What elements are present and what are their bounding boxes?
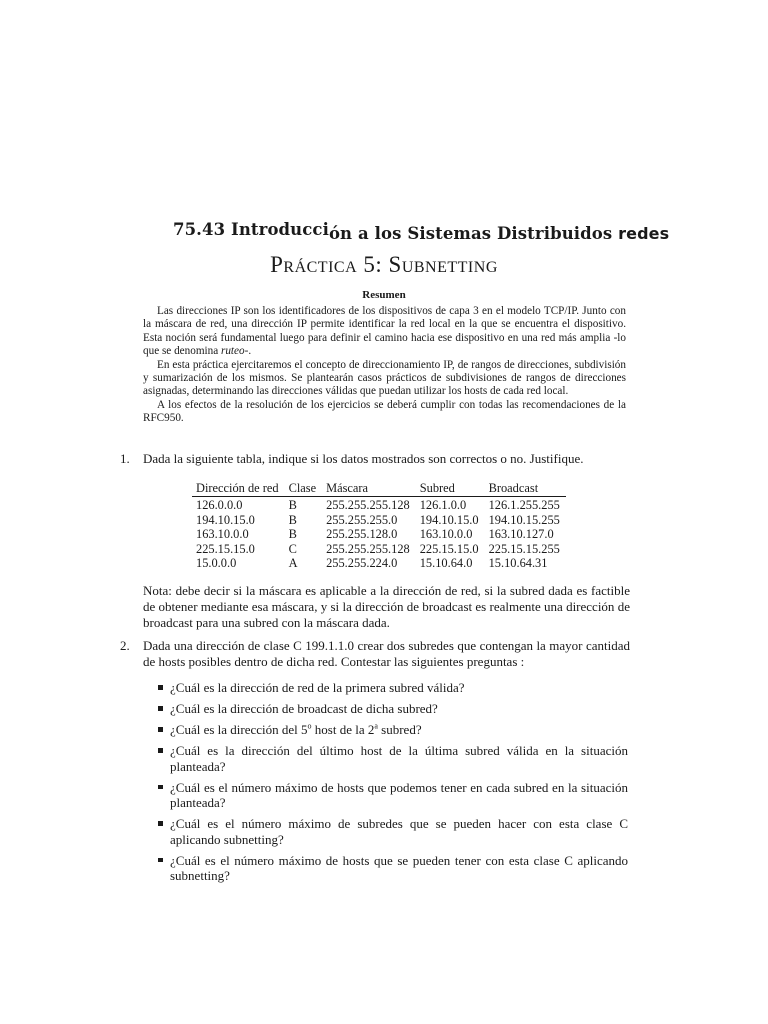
bullet-icon [158,748,163,753]
table-cell: 15.10.64.0 [419,556,473,571]
table-cell: B [288,512,297,527]
bullet-icon [158,706,163,711]
list-item: ¿Cuál es la dirección del último host de la última subred válida en la situación planteada? [158,743,628,774]
table-cell: 255.255.128.0 [326,527,398,542]
abstract-paragraph-3: A los efectos de la resolución de los ejercicios se deberá cumplir con todas las recomendaciones de la RFC950. [143,398,626,425]
list-item: ¿Cuál es el número máximo de hosts que se pueden tener con esta clase C aplicando subnetting? [158,853,628,884]
table-cell: B [288,527,297,542]
list-item: ¿Cuál es el número máximo de hosts que podemos tener en cada subred en la situación planteada? [158,780,628,811]
abstract-paragraph-2: En esta práctica ejercitaremos el concepto de direccionamiento IP, de rangos de direcciones, subdivisión y sumarización de los mismos. Se plantearán casos prácticos de subdivisiones de rangos de direcciones asignadas, determinando las direcciones válidas que puedan utilizar los hosts de cada red local. [143,358,626,398]
question-2-list [158,680,628,889]
table-row [192,527,566,541]
bullet-icon [158,785,163,790]
column-header: Subred [416,481,485,497]
table-cell: 126.1.255.255 [488,498,560,513]
table-cell: 15.0.0.0 [196,556,237,571]
course-header [173,220,670,243]
table-cell: 163.10.0.0 [196,527,249,542]
bullet-icon [158,727,163,732]
table-cell: A [288,556,298,571]
bullet-icon [158,821,163,826]
table-row [192,556,566,570]
table-cell: 15.10.64.31 [488,556,548,571]
course-tag: redes [618,224,670,243]
table-row [192,513,566,527]
course-name: ón a los Sistemas Distribuidos [328,224,613,243]
table-cell: 194.10.15.255 [488,512,560,527]
abstract-paragraph-1: Las direcciones IP son los identificadores de los dispositivos de capa 3 en el modelo TCP/IP. Junto con la máscara de red, una dirección IP permite identificar la red local en la que se encuentra el dispositivo. Esta noción será fundamental luego para definir el camino hacia ese dispositivo en una red más amplia -lo que se denomina ruteo-. [143,305,626,358]
course-code: 75.43 Introducci [173,220,329,239]
table-cell: 255.255.255.128 [326,541,410,556]
list-item: ¿Cuál es la dirección de broadcast de dicha subred? [158,701,628,717]
table-cell: 225.15.15.255 [488,541,560,556]
table-cell: 255.255.255.0 [326,512,398,527]
table-cell: 255.255.224.0 [326,556,398,571]
question-2-number: 2. [120,638,130,653]
table-cell: B [288,498,297,513]
abstract [143,305,626,426]
table-cell: 163.10.127.0 [488,527,554,542]
bullet-icon [158,685,163,690]
table-cell: 255.255.255.128 [326,498,410,513]
table-cell: C [288,541,297,556]
question-1-note: Nota: debe decir si la máscara es aplicable a la dirección de red, si la subred dada es factible de obtener mediante esa máscara, y si la dirección de broadcast es realmente una dirección de broadcast para una subred con la máscara dada. [143,583,630,630]
ip-table [192,481,566,570]
column-header: Clase [285,481,323,497]
table-header-row [192,481,566,497]
column-header: Máscara [322,481,416,497]
bullet-icon [158,858,163,863]
table-cell: 163.10.0.0 [419,527,473,542]
page-title: Práctica 5: Subnetting [270,252,498,277]
table-row [192,542,566,556]
question-1-number: 1. [120,451,130,466]
list-item: ¿Cuál es el número máximo de subredes que se pueden hacer con esta clase C aplicando subnetting? [158,816,628,847]
abstract-heading: Resumen [362,289,406,301]
list-item: ¿Cuál es la dirección del 5$^o$ host de la 2$^a$ subred? [158,722,628,738]
table-cell: 194.10.15.0 [196,512,255,527]
table-row [192,497,566,513]
list-item: ¿Cuál es la dirección de red de la primera subred válida? [158,680,628,696]
column-header: Broadcast [485,481,566,497]
table-cell: 194.10.15.0 [419,512,479,527]
table-cell: 126.0.0.0 [196,498,243,513]
table-cell: 225.15.15.0 [419,541,479,556]
table-cell: 225.15.15.0 [196,541,255,556]
question-2-text: Dada una dirección de clase C 199.1.1.0 crear dos subredes que contengan la mayor cantidad de hosts posibles dentro de dicha red. Contestar las siguientes preguntas : [143,638,630,669]
column-header: Dirección de red [192,481,285,497]
table-cell: 126.1.0.0 [419,498,467,513]
question-1-text: Dada la siguiente tabla, indique si los datos mostrados son correctos o no. Justifique. [143,451,584,466]
